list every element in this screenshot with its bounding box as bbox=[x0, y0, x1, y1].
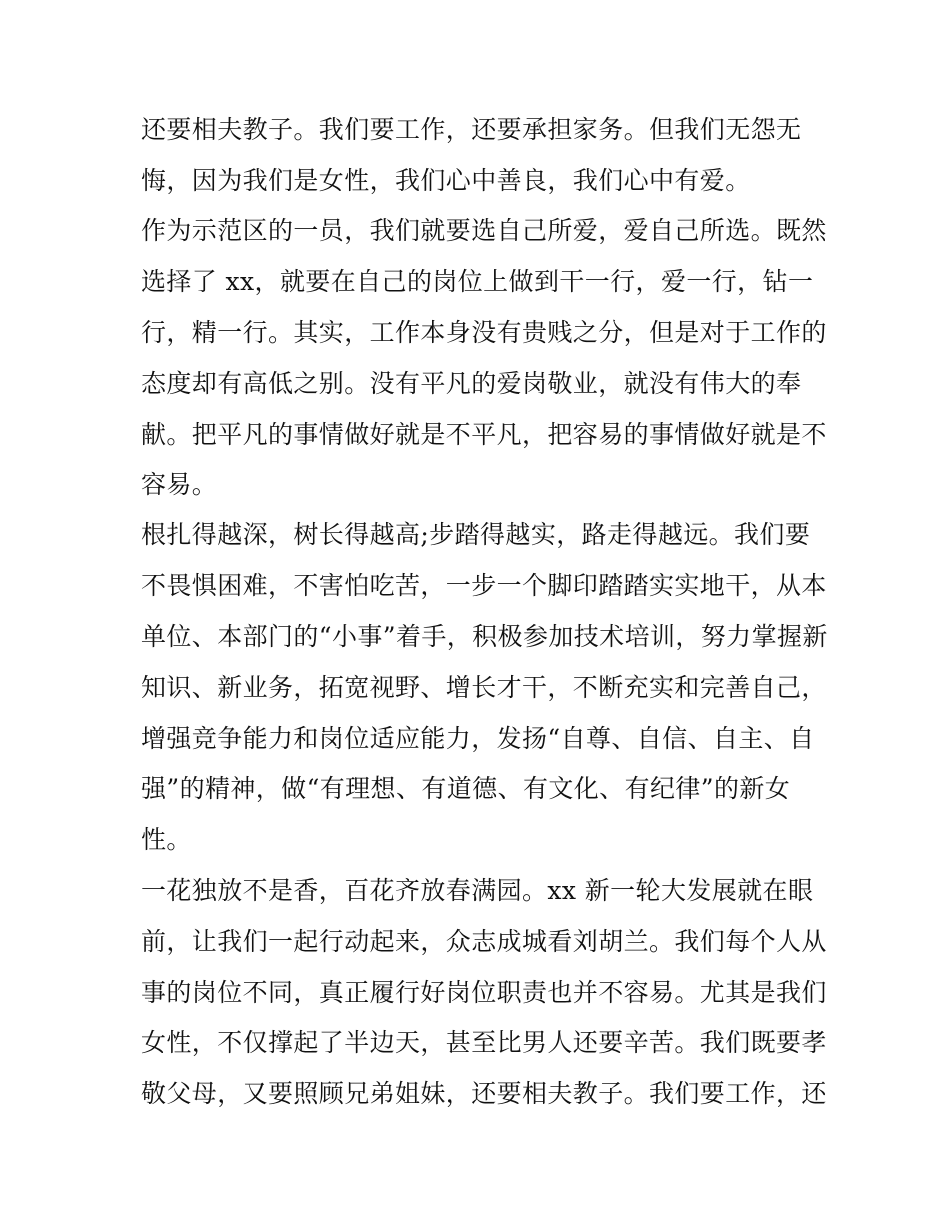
text-line: 根扎得越深，树长得越高;步踏得越实，路走得越远。我们要 bbox=[141, 520, 811, 549]
text-line: 知识、新业务，拓宽视野、增长才干，不断充实和完善自己， bbox=[141, 673, 827, 702]
text-line: 还要相夫教子。我们要工作，还要承担家务。但我们无怨无 bbox=[141, 115, 802, 144]
text-line: 事的岗位不同，真正履行好岗位职责也并不容易。尤其是我们 bbox=[141, 978, 827, 1007]
text-line: 不畏惧困难，不害怕吃苦，一步一个脚印踏踏实实地干，从本 bbox=[141, 571, 827, 600]
text-line: 敬父母，又要照顾兄弟姐妹，还要相夫教子。我们要工作，还 bbox=[141, 1079, 827, 1108]
text-line: 悔，因为我们是女性，我们心中善良，我们心中有爱。 bbox=[141, 166, 751, 195]
text-line: 容易。 bbox=[141, 470, 218, 499]
text-line: 行，精一行。其实，工作本身没有贵贱之分，但是对于工作的 bbox=[141, 318, 827, 347]
text-line: 增强竞争能力和岗位适应能力，发扬“自尊、自信、自主、自 bbox=[141, 724, 815, 753]
text-line: 态度却有高低之别。没有平凡的爱岗敬业，就没有伟大的奉 bbox=[141, 369, 802, 398]
text-line: 性。 bbox=[141, 825, 192, 854]
text-line: 献。把平凡的事情做好就是不平凡，把容易的事情做好就是不 bbox=[141, 420, 827, 449]
text-line: 单位、本部门的“小事”着手，积极参加技术培训，努力掌握新 bbox=[141, 622, 828, 651]
text-line: 女性，不仅撑起了半边天，甚至比男人还要辛苦。我们既要孝 bbox=[141, 1028, 827, 1057]
text-line: 选择了 xx，就要在自己的岗位上做到干一行，爱一行，钻一 bbox=[141, 267, 814, 296]
text-line: 作为示范区的一员，我们就要选自己所爱，爱自己所选。既然 bbox=[141, 216, 827, 245]
text-line: 强”的精神，做“有理想、有道德、有文化、有纪律”的新女 bbox=[141, 774, 791, 803]
text-line: 一花独放不是香，百花齐放春满园。xx 新一轮大发展就在眼 bbox=[141, 876, 814, 905]
text-line: 前，让我们一起行动起来，众志成城看刘胡兰。我们每个人从 bbox=[141, 927, 827, 956]
